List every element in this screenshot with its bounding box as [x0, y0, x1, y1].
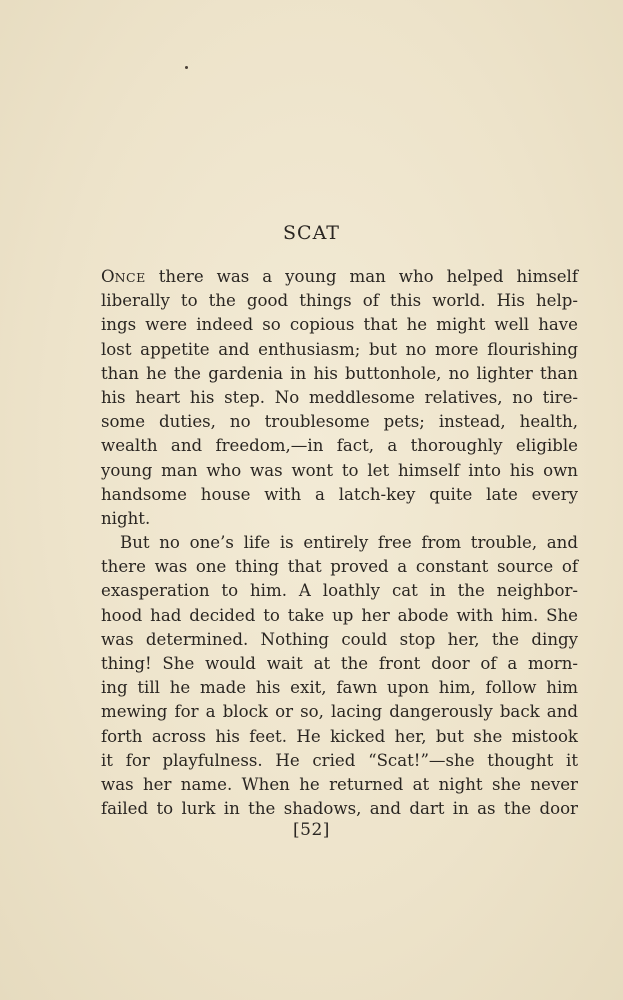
- text-line: ings were indeed so copious that he might well have: [101, 315, 578, 335]
- text-line: young man who was wont to let himself into his own: [101, 460, 578, 480]
- text-line-content: there was a young man who helped himself: [145, 267, 578, 286]
- text-line: forth across his feet. He kicked her, but she mistook: [101, 726, 578, 746]
- text-line: [101, 265, 578, 289]
- text-line: ing till he made his exit, fawn upon him, follow him: [101, 678, 578, 698]
- page-number: [52]: [293, 820, 330, 840]
- text-line: wealth and freedom,—in fact, a thoroughly eligible: [101, 436, 578, 456]
- text-line: failed to lurk in the shadows, and dart in as the door: [101, 799, 578, 819]
- ink-speck: [185, 66, 188, 69]
- text-line: handsome house with a latch-key quite late every: [101, 484, 578, 504]
- text-line: some duties, no troublesome pets; instead, health,: [101, 412, 578, 432]
- chapter-title: SCAT: [283, 222, 340, 244]
- text-line: hood had decided to take up her abode with him. She: [101, 605, 578, 625]
- drop-initial: O: [101, 267, 115, 286]
- text-line: lost appetite and enthusiasm; but no more flourishing: [101, 339, 578, 359]
- text-line: mewing for a block or so, lacing dangerously back and: [101, 702, 578, 722]
- text-line: exasperation to him. A loathly cat in the neighbor-: [101, 581, 578, 601]
- text-line: night.: [101, 508, 151, 528]
- text-line: it for playfulness. He cried “Scat!”—she thought it: [101, 750, 578, 770]
- text-line: was her name. When he returned at night she never: [101, 774, 578, 794]
- text-line: was determined. Nothing could stop her, the dingy: [101, 629, 578, 649]
- text-line: his heart his step. No meddlesome relatives, no tire-: [101, 387, 578, 407]
- small-caps-word: NCE: [114, 270, 146, 285]
- text-line: than he the gardenia in his buttonhole, no lighter than: [101, 363, 578, 383]
- text-line: But no one’s life is entirely free from trouble, and: [120, 533, 578, 553]
- text-line: liberally to the good things of this world. His help-: [101, 291, 578, 311]
- body-text: [101, 265, 578, 821]
- text-line: there was one thing that proved a constant source of: [101, 557, 578, 577]
- text-line: thing! She would wait at the front door of a morn-: [101, 654, 578, 673]
